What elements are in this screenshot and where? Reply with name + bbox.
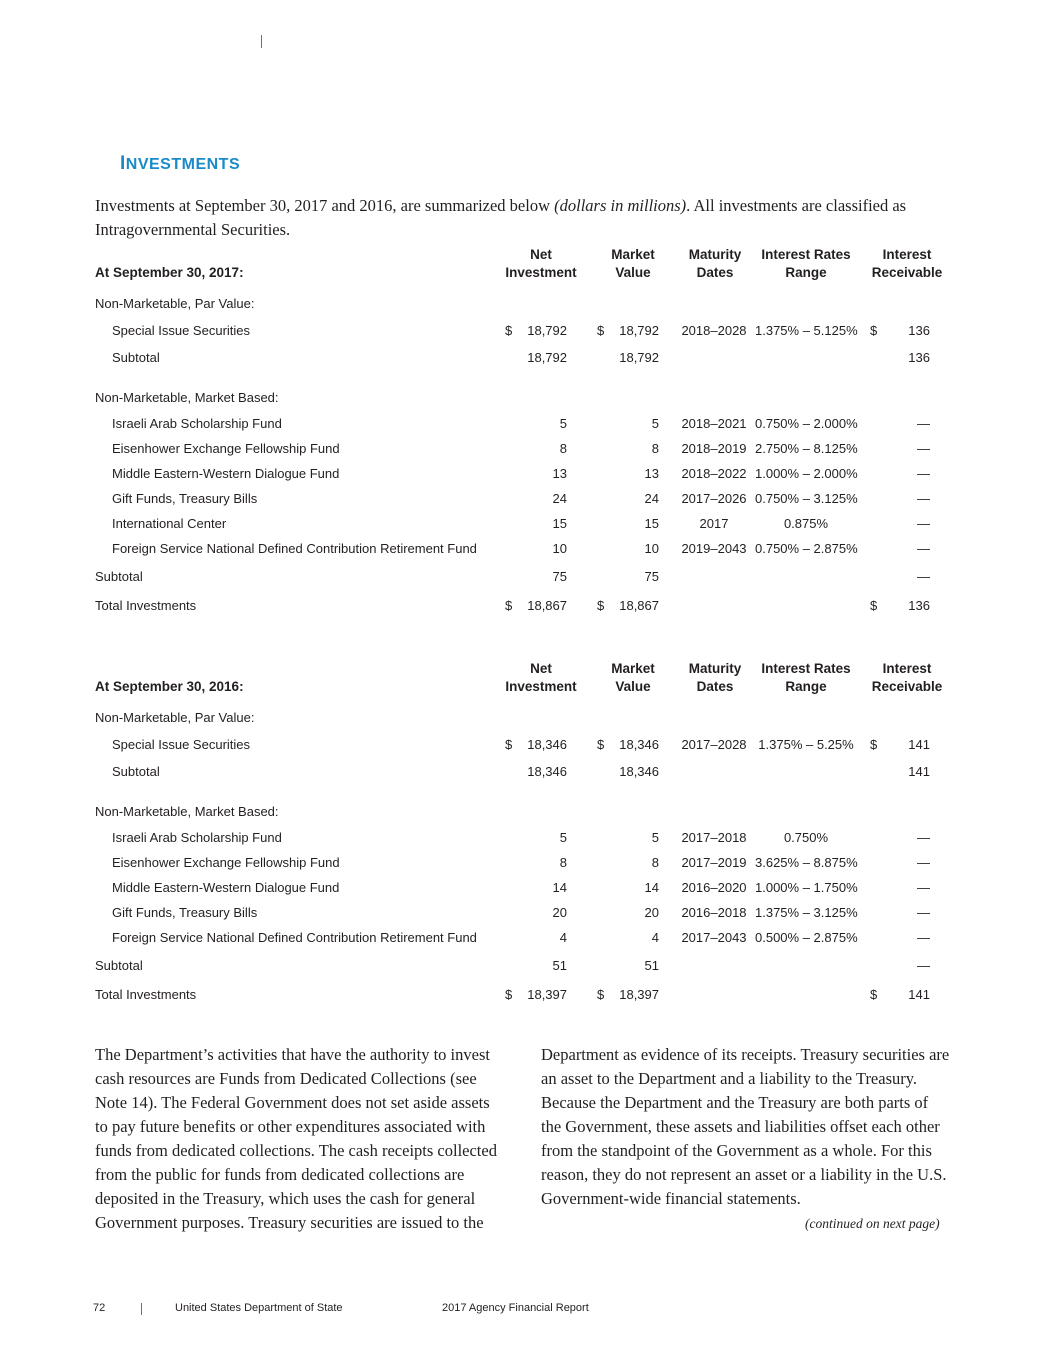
interest-receivable: — <box>917 905 930 920</box>
net-investment: 18,792 <box>527 323 567 338</box>
maturity-dates: 2017–2028 <box>681 737 747 752</box>
net-investment: 18,397 <box>527 987 567 1002</box>
column-header-market <box>595 246 671 282</box>
fund-row <box>95 464 955 484</box>
column-header-net <box>495 660 587 696</box>
market-value: 8 <box>651 441 659 456</box>
interest-receivable: 141 <box>908 737 930 752</box>
column-header-receivable <box>863 246 951 282</box>
column-header-line: Receivable <box>871 679 943 694</box>
interest-receivable: — <box>917 958 930 973</box>
interest-receivable: — <box>917 416 930 431</box>
fund-row <box>95 539 955 559</box>
column-header-net <box>495 246 587 282</box>
fund-row <box>95 903 955 923</box>
table-date-title: At September 30, 2016: <box>95 679 244 694</box>
column-header-line: Range <box>785 679 827 694</box>
column-header-line: Net <box>530 247 552 262</box>
net-investment: 10 <box>552 541 567 556</box>
interest-rate-range: 0.750% – 2.000% <box>755 416 858 431</box>
fund-row <box>95 514 955 534</box>
market-value: 10 <box>644 541 659 556</box>
interest-rate-range: 0.750% – 3.125% <box>755 491 858 506</box>
interest-receivable: 141 <box>908 987 930 1002</box>
maturity-dates: 2018–2028 <box>681 323 747 338</box>
row-label: Subtotal <box>95 569 143 584</box>
net-investment: 14 <box>552 880 567 895</box>
interest-rate-range: 0.500% – 2.875% <box>755 930 858 945</box>
interest-rate-range: 3.625% – 8.875% <box>755 855 858 870</box>
column-header-line: Range <box>785 265 827 280</box>
interest-receivable: — <box>917 830 930 845</box>
market-value: 18,397 <box>619 987 659 1002</box>
net-investment: 13 <box>552 466 567 481</box>
interest-receivable: — <box>917 569 930 584</box>
row-label: Total Investments <box>95 598 197 613</box>
row-label: Subtotal <box>112 764 160 779</box>
interest-rate-range: 1.375% – 3.125% <box>755 905 858 920</box>
dollar-sign: $ <box>870 598 878 613</box>
row-label: Gift Funds, Treasury Bills <box>112 905 258 920</box>
row-label: Special Issue Securities <box>112 323 251 338</box>
dollar-sign: $ <box>597 737 605 752</box>
market-based-heading <box>95 388 955 408</box>
market-value: 13 <box>644 466 659 481</box>
total-investments-row <box>95 985 955 1005</box>
maturity-dates: 2018–2021 <box>681 416 747 431</box>
interest-receivable: — <box>917 880 930 895</box>
interest-receivable: — <box>917 855 930 870</box>
column-header-line: Interest Rates <box>761 661 851 676</box>
interest-rate-range: 0.875% <box>783 516 829 531</box>
intro-paragraph: Investments at September 30, 2017 and 2016, are summarized below (dollars in millions). All investments are classified as Intragovernmental Securities. <box>95 196 907 239</box>
dollar-sign: $ <box>597 598 605 613</box>
maturity-dates: 2017–2026 <box>681 491 747 506</box>
row-label: International Center <box>112 516 227 531</box>
par-subtotal-row <box>95 762 955 782</box>
column-header-maturity <box>679 246 751 282</box>
maturity-dates: 2017 <box>699 516 729 531</box>
market-value: 18,792 <box>619 350 659 365</box>
net-investment: 5 <box>559 830 567 845</box>
column-header-rates <box>755 660 857 696</box>
fund-row <box>95 878 955 898</box>
dollar-sign: $ <box>505 598 513 613</box>
dollar-sign: $ <box>870 987 878 1002</box>
maturity-dates: 2018–2022 <box>681 466 747 481</box>
fund-row <box>95 489 955 509</box>
dollar-sign: $ <box>597 987 605 1002</box>
market-value: 24 <box>644 491 659 506</box>
continued-note: (continued on next page) <box>805 1216 940 1231</box>
fund-row <box>95 414 955 434</box>
special-issue-row <box>95 735 955 755</box>
row-label: Eisenhower Exchange Fellowship Fund <box>112 855 340 870</box>
fund-row <box>95 828 955 848</box>
body-text-left: The Department’s activities that have the authority to invest cash resources are Funds from Dedicated Collections (see Note 14). The Federal Government does not set aside assets to pay future benefits or other expenditures associated with funds from dedicated collections. The cash receipts collected from the public for funds from dedicated collections are deposited in the Treasury, which uses the cash for general Government purposes. Treasury securities are issued to the <box>95 1045 497 1232</box>
row-label: Foreign Service National Defined Contribution Retirement Fund <box>112 930 477 945</box>
market-value: 75 <box>644 569 659 584</box>
interest-receivable: — <box>917 441 930 456</box>
row-label: Eisenhower Exchange Fellowship Fund <box>112 441 340 456</box>
section-title: INVESTMENTS <box>120 153 241 174</box>
dollar-sign: $ <box>597 323 605 338</box>
fund-row <box>95 439 955 459</box>
market-subtotal-row <box>95 956 955 976</box>
interest-rate-range: 1.000% – 2.000% <box>755 466 858 481</box>
row-label: Israeli Arab Scholarship Fund <box>112 416 282 431</box>
column-header-line: Value <box>615 679 651 694</box>
interest-rate-range: 1.375% – 5.125% <box>755 323 858 338</box>
net-investment: 18,346 <box>527 737 567 752</box>
column-header-line: Dates <box>696 265 734 280</box>
net-investment: 18,867 <box>527 598 567 613</box>
column-header-line: Interest Rates <box>761 247 851 262</box>
market-value: 18,792 <box>619 323 659 338</box>
dollar-sign: $ <box>505 987 513 1002</box>
table-date-title: At September 30, 2017: <box>95 265 244 280</box>
net-investment: 8 <box>559 855 567 870</box>
dollar-sign: $ <box>505 323 513 338</box>
interest-receivable: — <box>917 516 930 531</box>
interest-rate-range: 2.750% – 8.125% <box>755 441 858 456</box>
footer-org: United States Department of State <box>175 1302 343 1314</box>
market-value: 14 <box>644 880 659 895</box>
column-header-market <box>595 660 671 696</box>
column-header-line: Market <box>611 661 655 676</box>
net-investment: 4 <box>559 930 567 945</box>
row-label: Middle Eastern-Western Dialogue Fund <box>112 466 340 481</box>
footer-report: 2017 Agency Financial Report <box>442 1302 589 1314</box>
row-label: Subtotal <box>112 350 160 365</box>
row-label: Israeli Arab Scholarship Fund <box>112 830 282 845</box>
body-text-right: Department as evidence of its receipts. Treasury securities are an asset to the Department and a liability to the Treasury. Because the Department and the Treasury are both parts of the Government, these assets and liabilities offset each other from the standpoint of the Government as a whole. For this reason, they do not represent an asset or a liability in the U.S. Government-wide financial statements. <box>541 1045 950 1208</box>
row-label: Non-Marketable, Market Based: <box>95 804 279 819</box>
row-label: Subtotal <box>95 958 143 973</box>
interest-receivable: — <box>917 930 930 945</box>
column-header-line: Interest <box>882 661 932 676</box>
column-header-line: Investment <box>505 679 577 694</box>
net-investment: 75 <box>552 569 567 584</box>
footer-rule <box>141 1303 142 1315</box>
interest-receivable: 141 <box>908 764 930 779</box>
column-header-line: Maturity <box>688 247 742 262</box>
interest-receivable: 136 <box>908 598 930 613</box>
interest-rate-range: 1.000% – 1.750% <box>755 880 858 895</box>
market-based-heading <box>95 802 955 822</box>
maturity-dates: 2016–2020 <box>681 880 747 895</box>
interest-receivable: 136 <box>908 350 930 365</box>
net-investment: 51 <box>552 958 567 973</box>
maturity-dates: 2019–2043 <box>681 541 747 556</box>
market-value: 8 <box>651 855 659 870</box>
total-investments-row <box>95 596 955 616</box>
maturity-dates: 2016–2018 <box>681 905 747 920</box>
row-label: Gift Funds, Treasury Bills <box>112 491 258 506</box>
market-value: 18,346 <box>619 764 659 779</box>
column-header-line: Dates <box>696 679 734 694</box>
maturity-dates: 2017–2018 <box>681 830 747 845</box>
row-label: Non-Marketable, Market Based: <box>95 390 279 405</box>
market-value: 51 <box>644 958 659 973</box>
interest-receivable: 136 <box>908 323 930 338</box>
net-investment: 8 <box>559 441 567 456</box>
net-investment: 15 <box>552 516 567 531</box>
net-investment: 20 <box>552 905 567 920</box>
row-label: Middle Eastern-Western Dialogue Fund <box>112 880 340 895</box>
market-value: 15 <box>644 516 659 531</box>
special-issue-row <box>95 321 955 341</box>
market-subtotal-row <box>95 567 955 587</box>
net-investment: 5 <box>559 416 567 431</box>
interest-rate-range: 0.750% <box>783 830 829 845</box>
interest-rate-range: 0.750% – 2.875% <box>755 541 858 556</box>
net-investment: 18,792 <box>527 350 567 365</box>
column-header-line: Interest <box>882 247 932 262</box>
fund-row <box>95 928 955 948</box>
market-value: 18,346 <box>619 737 659 752</box>
maturity-dates: 2017–2019 <box>681 855 747 870</box>
page-number: 72 <box>93 1302 106 1314</box>
interest-rate-range: 1.375% – 5.25% <box>758 737 854 752</box>
market-value: 5 <box>651 416 659 431</box>
column-header-line: Net <box>530 661 552 676</box>
fund-row <box>95 853 955 873</box>
market-value: 5 <box>651 830 659 845</box>
dollar-sign: $ <box>505 737 513 752</box>
column-header-line: Investment <box>505 265 577 280</box>
par-value-heading <box>95 294 955 314</box>
maturity-dates: 2018–2019 <box>681 441 747 456</box>
row-label: Special Issue Securities <box>112 737 251 752</box>
maturity-dates: 2017–2043 <box>681 930 747 945</box>
row-label: Total Investments <box>95 987 197 1002</box>
column-header-rates <box>755 246 857 282</box>
header-rule <box>261 35 262 48</box>
column-header-line: Market <box>611 247 655 262</box>
net-investment: 18,346 <box>527 764 567 779</box>
column-header-receivable <box>863 660 951 696</box>
market-value: 18,867 <box>619 598 659 613</box>
interest-receivable: — <box>917 541 930 556</box>
column-header-line: Value <box>615 265 651 280</box>
interest-receivable: — <box>917 491 930 506</box>
par-subtotal-row <box>95 348 955 368</box>
net-investment: 24 <box>552 491 567 506</box>
column-header-line: Maturity <box>688 661 742 676</box>
market-value: 20 <box>644 905 659 920</box>
dollar-sign: $ <box>870 737 878 752</box>
market-value: 4 <box>651 930 659 945</box>
interest-receivable: — <box>917 466 930 481</box>
row-label: Non-Marketable, Par Value: <box>95 296 255 311</box>
row-label: Non-Marketable, Par Value: <box>95 710 255 725</box>
par-value-heading <box>95 708 955 728</box>
column-header-maturity <box>679 660 751 696</box>
row-label: Foreign Service National Defined Contribution Retirement Fund <box>112 541 477 556</box>
dollar-sign: $ <box>870 323 878 338</box>
column-header-line: Receivable <box>871 265 943 280</box>
